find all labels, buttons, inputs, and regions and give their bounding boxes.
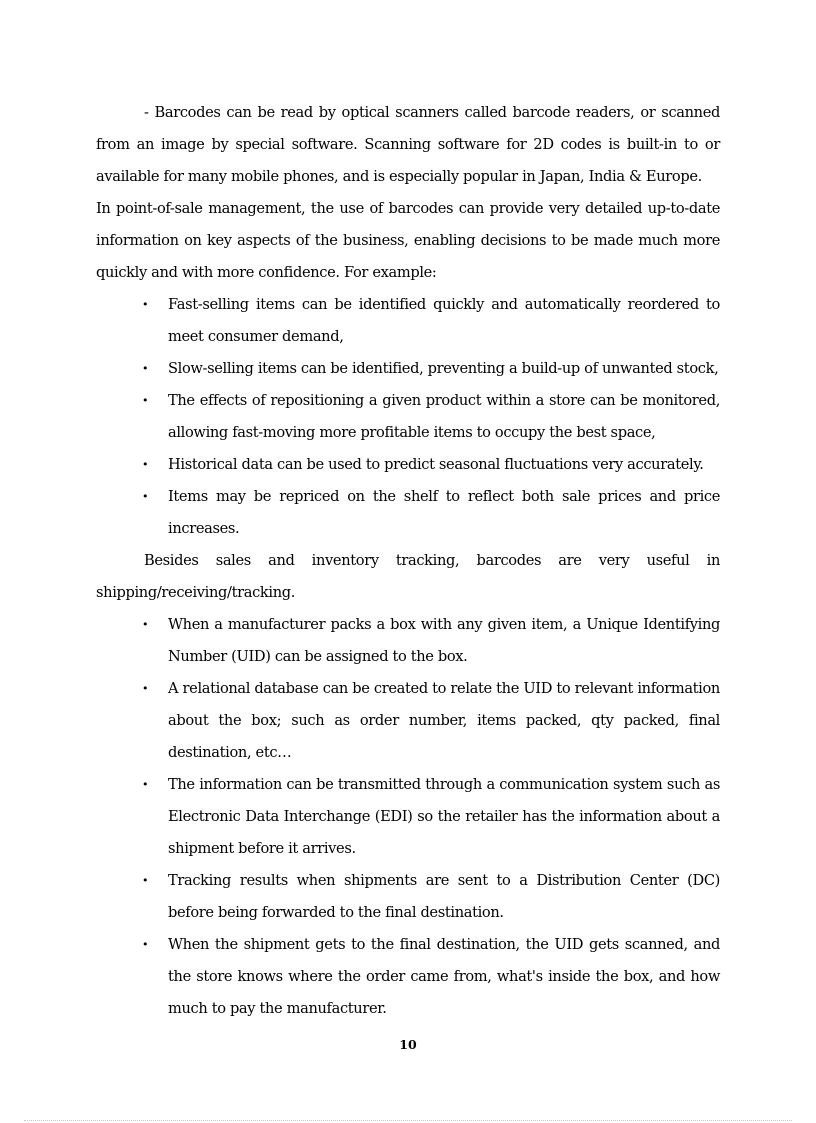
- bullet-icon: •: [142, 298, 149, 311]
- bullet-icon: •: [142, 490, 149, 503]
- intro-paragraph: - Barcodes can be read by optical scanners called barcode readers, or scanned from an image by special software. Scanning software for 2D codes is built-in to or available for many mobile phones, and is especially popular in Japan, India & Europe.: [96, 104, 720, 185]
- list-item: [96, 673, 720, 769]
- list-item-text: A relational database can be created to relate the UID to relevant information about the box; such as order number, items packed, qty packed, final destination, etc…: [168, 680, 720, 761]
- list-item: [96, 289, 720, 353]
- bottom-divider: [24, 1120, 792, 1121]
- shipping-bullet-list: [96, 609, 720, 1025]
- bullet-icon: •: [142, 938, 149, 951]
- list-item-text: When the shipment gets to the final destination, the UID gets scanned, and the store knows where the order came from, what's inside the box, and how much to pay the manufacturer.: [168, 936, 720, 1017]
- bullet-icon: •: [142, 874, 149, 887]
- pos-paragraph: In point-of-sale management, the use of barcodes can provide very detailed up-to-date information on key aspects of the business, enabling decisions to be made much more quickly and with more confidence. For example:: [96, 200, 720, 281]
- bullet-icon: •: [142, 618, 149, 631]
- bullet-icon: •: [142, 394, 149, 407]
- list-item: [96, 385, 720, 449]
- list-item: [96, 929, 720, 1025]
- bullet-icon: •: [142, 458, 149, 471]
- pos-bullet-list: [96, 289, 720, 545]
- list-item: [96, 609, 720, 673]
- list-item-text: Historical data can be used to predict seasonal fluctuations very accurately.: [168, 456, 704, 473]
- list-item-text: Tracking results when shipments are sent to a Distribution Center (DC) before being forwarded to the final destination.: [168, 872, 720, 921]
- list-item-text: Slow-selling items can be identified, preventing a build-up of unwanted stock,: [168, 360, 719, 377]
- list-item: [96, 353, 720, 385]
- list-item: [96, 481, 720, 545]
- list-item: [96, 865, 720, 929]
- list-item-text: When a manufacturer packs a box with any given item, a Unique Identifying Number (UID) can be assigned to the box.: [168, 616, 720, 665]
- list-item-text: Fast-selling items can be identified quickly and automatically reordered to meet consumer demand,: [168, 296, 720, 345]
- page-body: [96, 97, 720, 1025]
- shipping-paragraph: Besides sales and inventory tracking, barcodes are very useful in shipping/receiving/tracking.: [96, 552, 720, 601]
- bullet-icon: •: [142, 778, 149, 791]
- list-item-text: The effects of repositioning a given product within a store can be monitored, allowing fast-moving more profitable items to occupy the best space,: [168, 392, 720, 441]
- list-item-text: Items may be repriced on the shelf to reflect both sale prices and price increases.: [168, 488, 720, 537]
- page-number: 10: [399, 1037, 417, 1052]
- bullet-icon: •: [142, 362, 149, 375]
- list-item-text: The information can be transmitted through a communication system such as Electronic Data Interchange (EDI) so the retailer has the information about a shipment before it arrives.: [168, 776, 720, 857]
- bullet-icon: •: [142, 682, 149, 695]
- list-item: [96, 769, 720, 865]
- list-item: [96, 449, 720, 481]
